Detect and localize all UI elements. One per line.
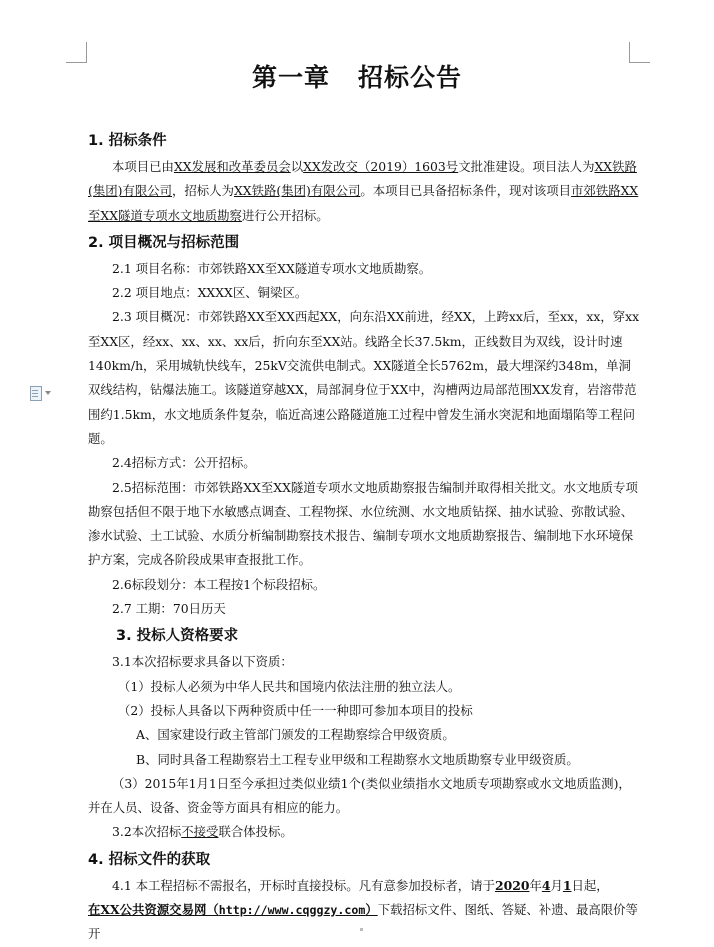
paragraph: 在XX公共资源交易网（http://www.cqggzy.com）下载招标文件、图纸、答疑、补遗、最高限价等开 [88, 902, 638, 942]
list-item: B、同时具备工程勘察岩土工程专业甲级和工程勘察水文地质勘察专业甲级资质。 [136, 751, 579, 767]
list-item: （1）投标人必须为中华人民共和国境内依法注册的独立法人。 [118, 678, 461, 694]
underlined-text: XX铁路(集团)有限公司 [88, 159, 637, 199]
chevron-down-icon[interactable] [45, 391, 51, 395]
website-link[interactable]: http://www.cqggzy.com [218, 903, 366, 918]
underlined-text: 市郊铁路XX至XX隧道专项水文地质勘察 [88, 183, 639, 223]
page-marker [360, 928, 363, 931]
list-item: 3.2本次招标不接受联合体投标。 [112, 824, 293, 840]
section-heading: 3. 投标人资格要求 [116, 628, 239, 645]
paragraph [88, 155, 640, 228]
underlined-text: XX发改交（2019）1603号 [303, 159, 459, 174]
text-run: 进行公开招标。 [241, 207, 329, 223]
text-run: 本项目已由 [112, 159, 174, 174]
document-body [88, 126, 640, 947]
section-heading: 4. 招标文件的获取 [88, 851, 211, 868]
list-item: 2.7 工期：70日历天 [112, 601, 226, 617]
list-item: 2.3 项目概况：市郊铁路XX至XX西起XX，向东沿XX前进，经XX，上跨xx后，至xx，xx，穿xx至XX区，经xx、xx、xx、xx后，折向东至XX站。线路全长37.5km，正线数目为双线，设计时速140km/h，采用城轨快线车，25kV交流供电制式。XX隧道全长5762m，最大埋深约348m，单洞双线结构，钻爆法施工。该隧道穿越XX，局部洞身位于XX中，沟槽两边局部范围XX发育，岩溶带范围约1.5km，水文地质条件复杂，临近高速公路隧道施工过程中曾发生涌水突泥和地面塌陷等工程问题。 [88, 309, 640, 446]
list-item: A、国家建设行政主管部门颁发的工程勘察综合甲级资质。 [136, 727, 455, 743]
list-item: 2.6标段划分：本工程按1个标段招标。 [112, 576, 326, 592]
list-item: （2）投标人具备以下两种资质中任一一种即可参加本项目的投标 [118, 702, 473, 718]
underlined-text: XX发展和改革委员会 [173, 159, 291, 174]
list-item: 2.4招标方式：公开招标。 [112, 455, 256, 471]
text-run: 。本项目已具备招标条件，现对该项目 [360, 183, 572, 199]
underlined-text: XX铁路(集团)有限公司 [233, 183, 361, 199]
list-item: 2.5招标范围：市郊铁路XX至XX隧道专项水文地质勘察报告编制并取得相关批文。水文地质专项勘察包括但不限于地下水敏感点调查、工程物探、水位统测、水文地质钻探、抽水试验、弥散试验、渗水试验、土工试验、水质分析编制勘察技术报告、编制专项水文地质勘察报告、编制地下水环境保护方案，完成各阶段成果审查报批工作。 [88, 479, 638, 568]
document-icon[interactable] [30, 386, 52, 402]
text-run: ，招标人为 [172, 183, 234, 199]
section-heading: 2. 项目概况与招标范围 [88, 234, 240, 251]
text-run: 以 [290, 159, 304, 174]
list-item: 2.1 项目名称：市郊铁路XX至XX隧道专项水文地质勘察。 [112, 260, 432, 276]
list-item: 2.2 项目地点：XXXX区、铜梁区。 [112, 285, 308, 301]
section-heading: 1. 招标条件 [88, 133, 167, 149]
paragraph: 4.1 本工程招标不需报名，开标时直接投标。凡有意参加投标者，请于2020年4月1日起， [112, 877, 609, 893]
list-item: （3）2015年1月1日至今承担过类似业绩1个(类似业绩指水文地质专项勘察或水文地质监测)，并在人员、设备、资金等方面具有相应的能力。 [88, 775, 631, 816]
text-run: 文批准建设。项目法人为 [458, 159, 595, 174]
list-item: 3.1本次招标要求具备以下资质： [112, 654, 293, 670]
page-title: 第一章 招标公告 [251, 63, 463, 92]
